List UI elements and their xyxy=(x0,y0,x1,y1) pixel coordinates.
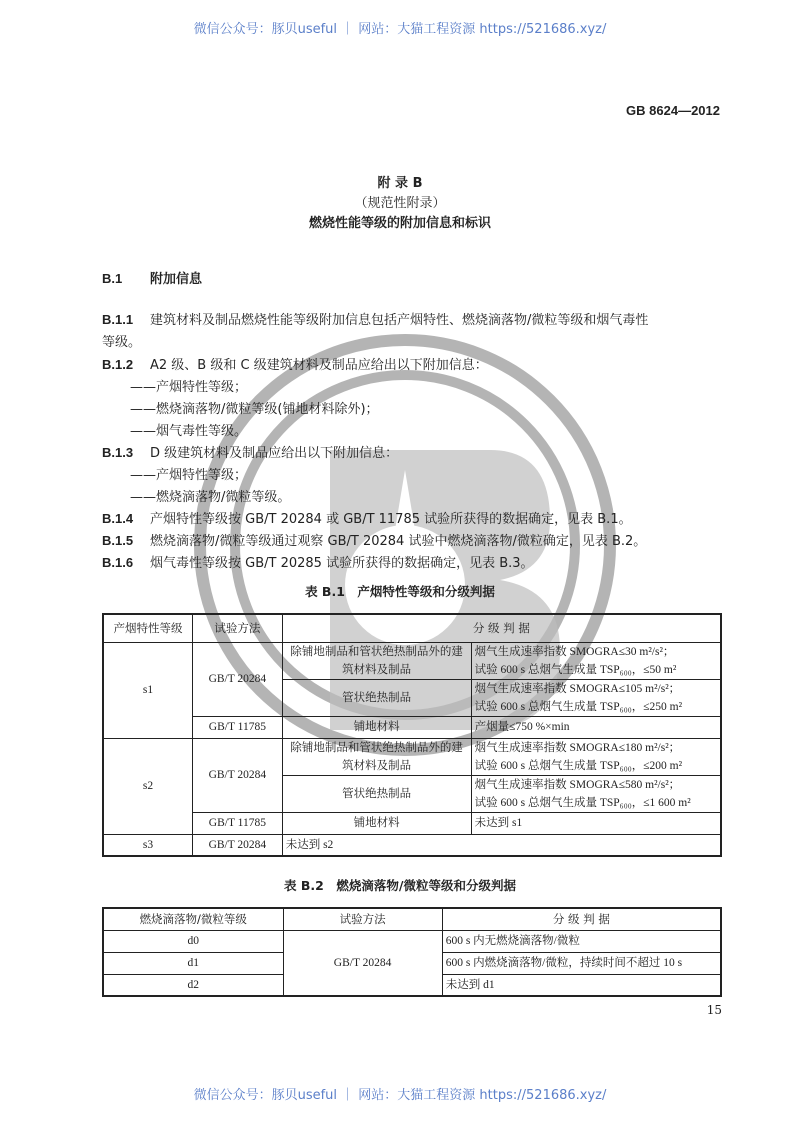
table-row: s3 GB/T 20284 未达到 s2 xyxy=(103,834,721,856)
table-row: d1 600 s 内燃烧滴落物/微粒，持续时间不超过 10 s xyxy=(103,952,721,974)
watermark-top: 微信公众号：豚贝useful ｜ 网站：大猫工程资源 https://521686.xyz/ xyxy=(193,22,607,37)
table-header-row: 产烟特性等级 试验方法 分 级 判 据 xyxy=(103,614,721,642)
list-item: ——燃烧滴落物/微粒等级(铺地材料除外)； xyxy=(130,402,379,417)
clause-b13: B.1.3 D 级建筑材料及制品应给出以下附加信息： xyxy=(102,445,399,461)
section-heading: B.1 附加信息 xyxy=(102,271,203,287)
table-row: s2 GB/T 20284 除铺地制品和管状绝热制品外的建筑材料及制品 烟气生成速率指数 SMOGRA≤180 m²/s²； 试验 600 s 总烟气生成量 TSP₆₀₀，≤200 m² xyxy=(103,738,721,775)
clause-b11: B.1.1 建筑材料及制品燃烧性能等级附加信息包括产烟特性、燃烧滴落物/微粒等级和烟气毒性 xyxy=(102,312,649,328)
watermark-bottom: 微信公众号：豚贝useful ｜ 网站：大猫工程资源 https://521686.xyz/ xyxy=(193,1088,607,1103)
table-row: 管状绝热制品 烟气生成速率指数 SMOGRA≤580 m²/s²； 试验 600 s 总烟气生成量 TSP₆₀₀，≤1 600 m² xyxy=(103,775,721,812)
list-item: ——产烟特性等级； xyxy=(130,380,248,395)
table-b2 xyxy=(102,907,722,997)
clause-b12: B.1.2 A2 级、B 级和 C 级建筑材料及制品应给出以下附加信息： xyxy=(102,357,488,373)
list-item: ——产烟特性等级； xyxy=(130,468,248,483)
table-row: GB/T 11785 铺地材料 产烟量≤750 %×min xyxy=(103,716,721,738)
list-item: ——燃烧滴落物/微粒等级。 xyxy=(130,490,291,505)
clause-b16: B.1.6 烟气毒性等级按 GB/T 20285 试验所获得的数据确定，见表 B.3。 xyxy=(102,555,534,571)
standard-number: GB 8624—2012 xyxy=(626,103,720,118)
table-row: d2 未达到 d1 xyxy=(103,974,721,996)
clause-b14: B.1.4 产烟特性等级按 GB/T 20284 或 GB/T 11785 试验所获得的数据确定，见表 B.1。 xyxy=(102,511,632,527)
list-item: ——烟气毒性等级。 xyxy=(130,424,248,439)
table-row: 管状绝热制品 烟气生成速率指数 SMOGRA≤105 m²/s²； 试验 600 s 总烟气生成量 TSP₆₀₀，≤250 m² xyxy=(103,679,721,716)
table2-caption: 表 B.2 燃烧滴落物/微粒等级和分级判据 xyxy=(284,878,516,893)
table-row: GB/T 11785 铺地材料 未达到 s1 xyxy=(103,812,721,834)
clause-b15: B.1.5 燃烧滴落物/微粒等级通过观察 GB/T 20284 试验中燃烧滴落物/微粒确定，见表 B.2。 xyxy=(102,533,647,549)
table-b1 xyxy=(102,613,722,857)
page-number: 15 xyxy=(706,1003,722,1017)
appendix-title: 附 录 B xyxy=(377,176,423,191)
table1-caption: 表 B.1 产烟特性等级和分级判据 xyxy=(305,584,495,599)
appendix-subtitle: （规范性附录） xyxy=(354,196,446,211)
table-header-row: 燃烧滴落物/微粒等级 试验方法 分 级 判 据 xyxy=(103,908,721,930)
table-row: d0 GB/T 20284 600 s 内无燃烧滴落物/微粒 xyxy=(103,930,721,952)
appendix-heading: 燃烧性能等级的附加信息和标识 xyxy=(308,216,491,231)
tables-section xyxy=(0,583,800,1017)
clause-b11-cont: 等级。 xyxy=(102,335,142,350)
table-row: s1 GB/T 20284 除铺地制品和管状绝热制品外的建筑材料及制品 烟气生成速率指数 SMOGRA≤30 m²/s²； 试验 600 s 总烟气生成量 TSP₆₀₀，≤50 m² xyxy=(103,642,721,679)
